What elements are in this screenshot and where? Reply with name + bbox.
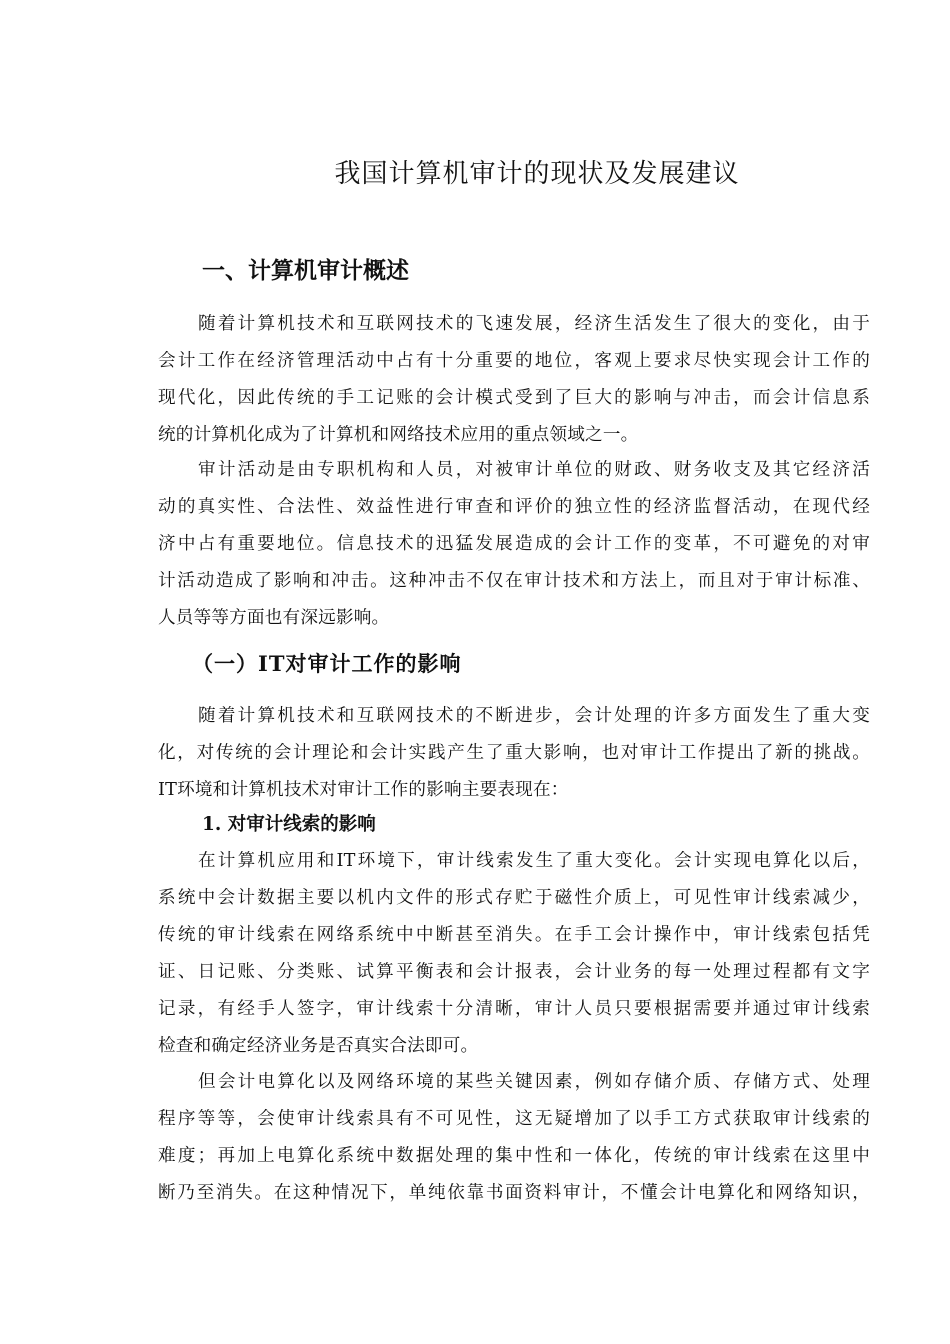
paragraph-line: 记录，有经手人签字，审计线索十分清晰，审计人员只要根据需要并通过审计线索 [158, 999, 870, 1019]
paragraph-line: 审计活动是由专职机构和人员，对被审计单位的财政、财务收支及其它经济活 [198, 460, 870, 480]
paragraph-line: 系统中会计数据主要以机内文件的形式存贮于磁性介质上，可见性审计线索减少， [158, 888, 870, 908]
paragraph-1 [158, 306, 870, 454]
item-heading-audit-trail: 1. 对审计线索的影响 [202, 814, 376, 835]
paragraph-line: 济中占有重要地位。信息技术的迅猛发展造成的会计工作的变革，不可避免的对审 [158, 534, 870, 554]
paragraph-4 [158, 843, 870, 1065]
paragraph-3 [158, 698, 870, 809]
paragraph-line: 传统的审计线索在网络系统中中断甚至消失。在手工会计操作中，审计线索包括凭 [158, 925, 870, 945]
paragraph-line: IT环境和计算机技术对审计工作的影响主要表现在： [158, 780, 569, 800]
paragraph-line: 难度；再加上电算化系统中数据处理的集中性和一体化，传统的审计线索在这里中 [158, 1146, 870, 1166]
paragraph-line: 人员等等方面也有深远影响。 [158, 608, 390, 628]
paragraph-line: 随着计算机技术和互联网技术的不断进步，会计处理的许多方面发生了重大变 [198, 706, 870, 726]
paragraph-line: 化，对传统的会计理论和会计实践产生了重大影响，也对审计工作提出了新的挑战。 [158, 743, 870, 763]
paragraph-line: 会计工作在经济管理活动中占有十分重要的地位，客观上要求尽快实现会计工作的 [158, 351, 870, 371]
subsection-heading-it-impact: （一）IT对审计工作的影响 [192, 651, 462, 676]
paragraph-5 [158, 1064, 870, 1212]
paragraph-line: 计活动造成了影响和冲击。这种冲击不仅在审计技术和方法上，而且对于审计标准、 [158, 571, 870, 591]
paragraph-line: 程序等等，会使审计线索具有不可见性，这无疑增加了以手工方式获取审计线索的 [158, 1109, 870, 1129]
paragraph-line: 在计算机应用和IT环境下，审计线索发生了重大变化。会计实现电算化以后， [198, 851, 870, 871]
document-title: 我国计算机审计的现状及发展建议 [334, 159, 740, 189]
paragraph-2 [158, 452, 870, 637]
paragraph-line: 随着计算机技术和互联网技术的飞速发展，经济生活发生了很大的变化，由于 [198, 314, 870, 334]
paragraph-line: 动的真实性、合法性、效益性进行审查和评价的独立性的经济监督活动，在现代经 [158, 497, 870, 517]
section-heading-overview: 一、计算机审计概述 [202, 258, 409, 284]
paragraph-line: 证、日记账、分类账、试算平衡表和会计报表，会计业务的每一处理过程都有文字 [158, 962, 870, 982]
paragraph-line: 现代化，因此传统的手工记账的会计模式受到了巨大的影响与冲击，而会计信息系 [158, 388, 870, 408]
paragraph-line: 检查和确定经济业务是否真实合法即可。 [158, 1036, 479, 1056]
paragraph-line: 断乃至消失。在这种情况下，单纯依靠书面资料审计，不懂会计电算化和网络知识， [158, 1183, 870, 1203]
paragraph-line: 统的计算机化成为了计算机和网络技术应用的重点领域之一。 [158, 425, 639, 445]
paragraph-line: 但会计电算化以及网络环境的某些关键因素，例如存储介质、存储方式、处理 [198, 1072, 870, 1092]
